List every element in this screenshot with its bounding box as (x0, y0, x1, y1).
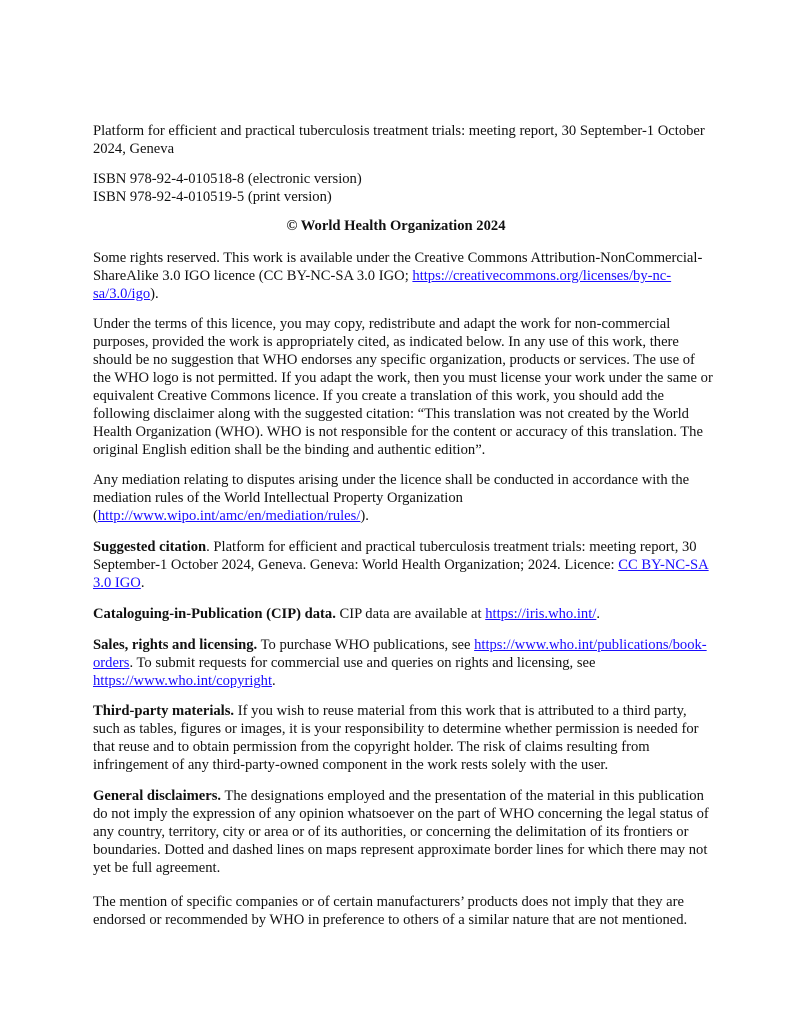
text-segment: ). (360, 508, 369, 524)
text-line (93, 369, 713, 387)
text-segment: . Platform for efficient and practical tuberculosis treatment trials: meeting report, 30 (206, 539, 697, 555)
text-line (93, 285, 713, 303)
text-line (93, 333, 713, 351)
link[interactable]: orders (93, 655, 130, 671)
copyright-paragraph (93, 217, 699, 235)
bold-heading: General disclaimers. (93, 788, 222, 804)
text-segment: infringement of any third-party-owned component in the work rests solely with the user. (93, 757, 609, 773)
text-segment: . (596, 606, 600, 622)
text-line (93, 507, 713, 525)
rights-reserved-paragraph (93, 249, 713, 303)
text-line (93, 556, 713, 574)
text-line (93, 471, 713, 489)
text-line (93, 315, 713, 333)
text-line (93, 423, 713, 441)
text-line (93, 188, 713, 206)
text-line (93, 636, 713, 654)
text-segment: Health Organization (WHO). WHO is not responsible for the content or accuracy of this translation. The (93, 424, 703, 440)
text-segment: do not imply the expression of any opinion whatsoever on the part of WHO concerning the legal status of (93, 806, 709, 822)
text-segment: yet be full agreement. (93, 860, 221, 876)
text-line (93, 823, 713, 841)
text-line (93, 249, 713, 267)
text-line (93, 489, 713, 507)
text-line (93, 841, 713, 859)
text-line (93, 217, 699, 235)
text-line (93, 122, 713, 140)
link[interactable]: sa/3.0/igo (93, 286, 151, 302)
text-segment: mediation rules of the World Intellectual Property Organization (93, 490, 463, 506)
link[interactable]: CC BY-NC-SA (618, 557, 709, 573)
text-segment: equivalent Creative Commons licence. If you create a translation of this work, you should add the (93, 388, 665, 404)
companies-mention-paragraph (93, 893, 713, 929)
text-line (93, 351, 713, 369)
text-segment: ISBN 978-92-4-010518-8 (electronic version) (93, 171, 362, 187)
text-line (93, 756, 713, 774)
text-segment: CIP data are available at (335, 606, 486, 622)
cip-data-paragraph (93, 605, 713, 623)
bold-heading: Cataloguing-in-Publication (CIP) data. (93, 606, 336, 622)
text-segment: . To submit requests for commercial use and queries on rights and licensing, see (129, 655, 596, 671)
text-segment: Platform for efficient and practical tuberculosis treatment trials: meeting report, 30 September-1 October (93, 123, 705, 139)
text-segment: The designations employed and the presentation of the material in this publication (221, 788, 704, 804)
link[interactable]: https://creativecommons.org/licenses/by-nc- (412, 268, 672, 284)
text-line (93, 720, 713, 738)
text-line (93, 738, 713, 756)
text-segment: September-1 October 2024, Geneva. Geneva: World Health Organization; 2024. Licence: (93, 557, 619, 573)
third-party-materials-paragraph (93, 702, 713, 774)
general-disclaimers-paragraph (93, 787, 713, 877)
bold-heading: © World Health Organization 2024 (286, 218, 506, 234)
report-title-paragraph (93, 122, 713, 158)
text-segment: that reuse and to obtain permission from the copyright holder. The risk of claims resulting from (93, 739, 650, 755)
text-segment: purposes, provided the work is appropriately cited, as indicated below. In any use of this work, there (93, 334, 679, 350)
text-segment: To purchase WHO publications, see (257, 637, 475, 653)
text-line (93, 605, 713, 623)
text-segment: following disclaimer along with the suggested citation: “This translation was not created by the World (93, 406, 689, 422)
text-line (93, 387, 713, 405)
text-segment: any country, territory, city or area or of its authorities, or concerning the delimitation of its frontiers or (93, 824, 689, 840)
link[interactable]: https://iris.who.int/ (485, 606, 597, 622)
text-line (93, 654, 713, 672)
text-segment: 2024, Geneva (93, 141, 175, 157)
sales-rights-paragraph (93, 636, 713, 690)
text-segment: endorsed or recommended by WHO in preference to others of a similar nature that are not mentioned. (93, 912, 688, 928)
text-segment: If you wish to reuse material from this work that is attributed to a third party, (234, 703, 687, 719)
text-segment: the WHO logo is not permitted. If you adapt the work, then you must license your work under the same or (93, 370, 713, 386)
text-segment: ). (150, 286, 159, 302)
text-segment: should be no suggestion that WHO endorses any specific organization, products or services. The use of (93, 352, 695, 368)
mediation-paragraph (93, 471, 713, 525)
text-line (93, 859, 713, 877)
text-line (93, 672, 713, 690)
text-segment: such as tables, figures or images, it is your responsibility to determine whether permission is needed for (93, 721, 699, 737)
text-line (93, 574, 713, 592)
text-line (93, 911, 713, 929)
link[interactable]: https://www.who.int/copyright (93, 673, 273, 689)
link[interactable]: 3.0 IGO (93, 575, 141, 591)
text-segment: The mention of specific companies or of certain manufacturers’ products does not imply that they are (93, 894, 684, 910)
text-segment: . (140, 575, 145, 591)
text-line (93, 787, 713, 805)
text-line (93, 538, 713, 556)
text-segment: Under the terms of this licence, you may copy, redistribute and adapt the work for non-commercial (93, 316, 671, 332)
text-segment: ( (93, 508, 98, 524)
bold-heading: Suggested citation (93, 539, 207, 555)
licence-terms-paragraph (93, 315, 713, 459)
suggested-citation-paragraph (93, 538, 713, 592)
text-line (93, 805, 713, 823)
text-segment: Some rights reserved. This work is available under the Creative Commons Attribution-NonCommercial- (93, 250, 703, 266)
isbn-paragraph (93, 170, 713, 206)
text-segment: original English edition shall be the binding and authentic edition”. (93, 442, 486, 458)
text-segment: . (272, 673, 276, 689)
text-line (93, 267, 713, 285)
text-line (93, 405, 713, 423)
text-segment: ShareAlike 3.0 IGO licence (CC BY-NC-SA 3.0 IGO; (93, 268, 413, 284)
text-line (93, 170, 713, 188)
bold-heading: Third-party materials. (93, 703, 235, 719)
text-segment: Any mediation relating to disputes arising under the licence shall be conducted in accordance with the (93, 472, 690, 488)
text-line (93, 702, 713, 720)
text-line (93, 893, 713, 911)
text-line (93, 140, 713, 158)
bold-heading: Sales, rights and licensing. (93, 637, 258, 653)
link[interactable]: http://www.wipo.int/amc/en/mediation/rules/ (97, 508, 361, 524)
text-segment: ISBN 978-92-4-010519-5 (print version) (93, 189, 332, 205)
link[interactable]: https://www.who.int/publications/book- (474, 637, 707, 653)
text-line (93, 441, 713, 459)
text-segment: boundaries. Dotted and dashed lines on maps represent approximate border lines for which there may not (93, 842, 708, 858)
